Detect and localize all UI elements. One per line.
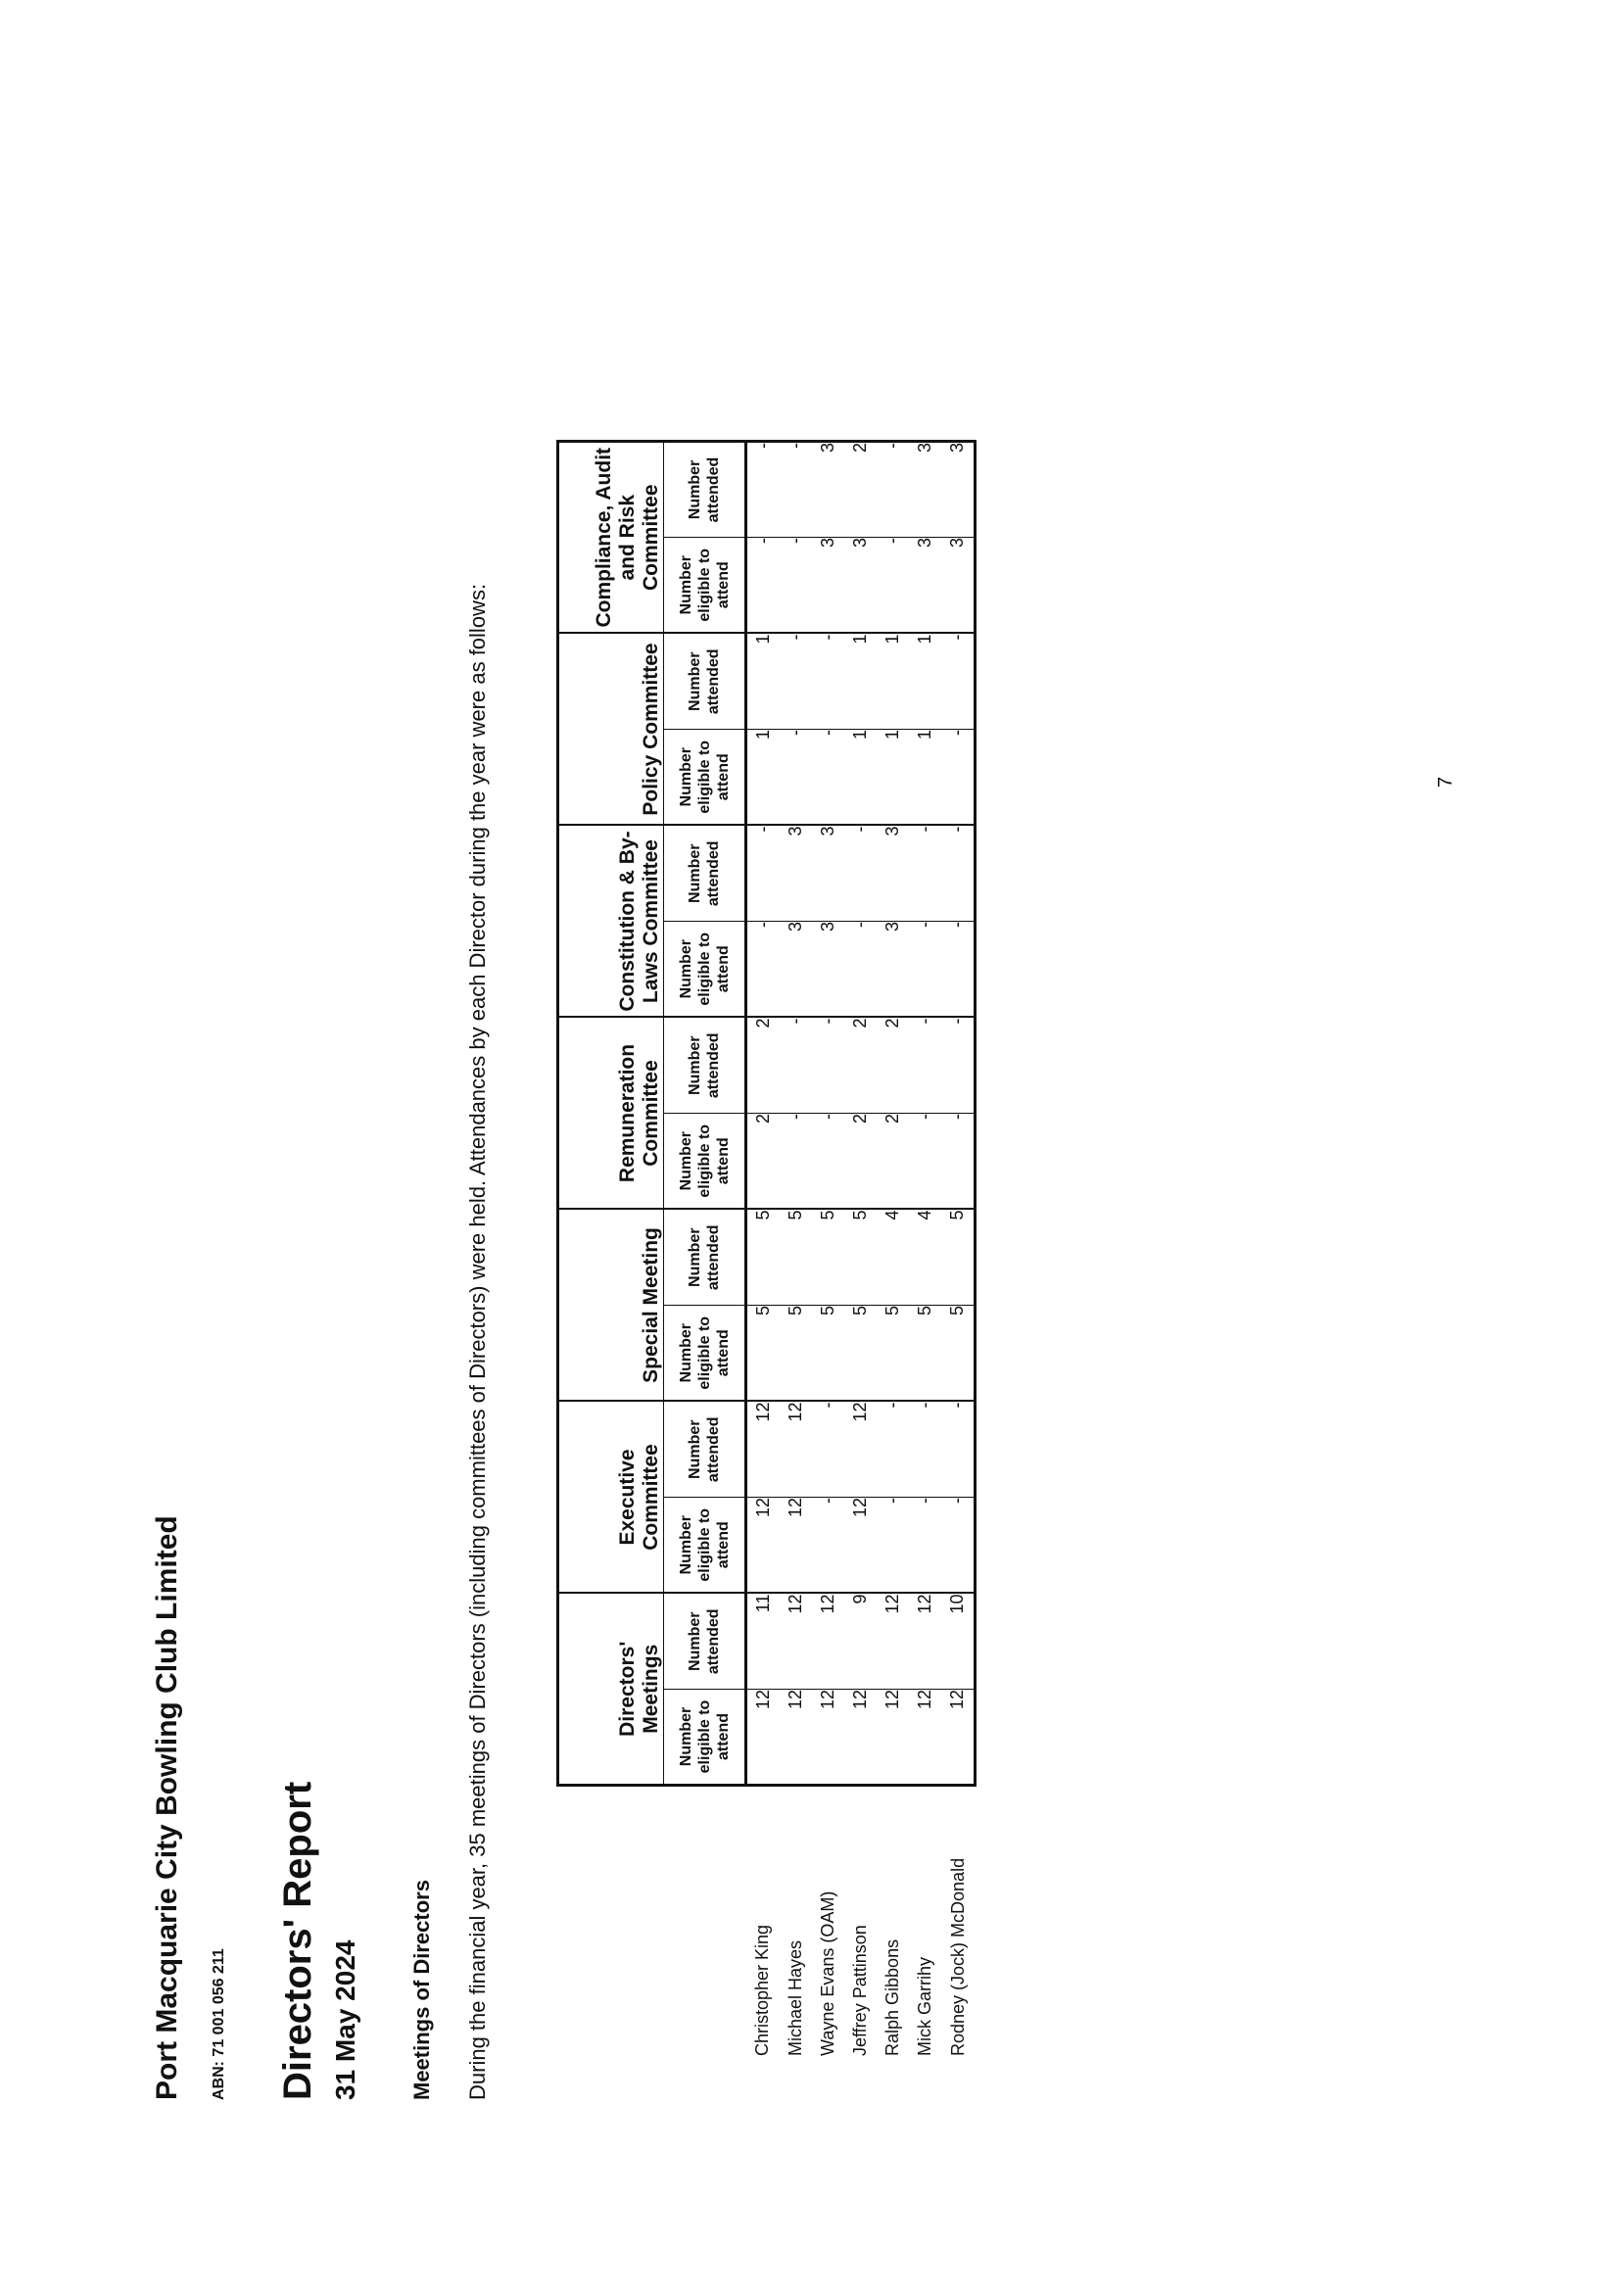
attended-cell: 12 [780, 1402, 812, 1498]
attended-cell: 12 [909, 1594, 941, 1690]
table-row [941, 442, 976, 1786]
group-header: Policy Committee [558, 634, 664, 826]
table-row [812, 442, 844, 1786]
group-header: Constitution & By-Laws Committee [558, 826, 664, 1018]
section-heading: Meetings of Directors [409, 1880, 434, 2100]
eligible-cell: 1 [844, 730, 877, 826]
eligible-header: Number eligible to attend [664, 538, 746, 634]
attended-cell: 1 [909, 634, 941, 730]
report-date: 31 May 2024 [330, 1939, 360, 2100]
eligible-cell: 3 [877, 922, 909, 1018]
eligible-cell: 3 [844, 538, 877, 634]
eligible-cell: 3 [780, 922, 812, 1018]
eligible-header: Number eligible to attend [664, 922, 746, 1018]
eligible-cell: - [909, 922, 941, 1018]
attended-cell: 5 [746, 1210, 781, 1306]
attended-cell: 12 [812, 1594, 844, 1690]
attended-cell: 5 [780, 1210, 812, 1306]
eligible-cell: 12 [909, 1690, 941, 1786]
director-name: Mick Garrihy [914, 1956, 934, 2056]
attended-cell: 5 [812, 1210, 844, 1306]
group-header: Special Meeting [558, 1210, 664, 1402]
table-row [844, 442, 877, 1786]
table-row [780, 442, 812, 1786]
attended-cell: - [812, 1018, 844, 1114]
eligible-cell: 1 [909, 730, 941, 826]
eligible-cell: - [812, 730, 844, 826]
attended-cell: - [909, 1402, 941, 1498]
eligible-cell: 12 [844, 1690, 877, 1786]
attended-cell: - [812, 1402, 844, 1498]
attended-cell: - [877, 442, 909, 538]
eligible-header: Number eligible to attend [664, 1306, 746, 1402]
director-name: Ralph Gibbons [881, 1938, 902, 2056]
eligible-cell: 3 [909, 538, 941, 634]
eligible-cell: 12 [941, 1690, 976, 1786]
eligible-cell: 2 [844, 1114, 877, 1210]
attended-cell: 3 [780, 826, 812, 922]
director-name: Christopher King [751, 1924, 772, 2056]
eligible-cell: 5 [877, 1306, 909, 1402]
eligible-cell: - [780, 730, 812, 826]
attended-cell: - [941, 634, 976, 730]
company-name: Port Macquarie City Bowling Club Limited [151, 1515, 183, 2100]
eligible-cell: - [909, 1114, 941, 1210]
attended-cell: - [780, 442, 812, 538]
director-name: Jeffrey Pattinson [849, 1925, 870, 2056]
eligible-cell: 12 [812, 1690, 844, 1786]
eligible-header: Number eligible to attend [664, 1690, 746, 1786]
eligible-cell: - [746, 538, 781, 634]
eligible-cell: - [844, 922, 877, 1018]
table-row [746, 442, 781, 1786]
attended-header: Number attended [664, 1210, 746, 1306]
attended-cell: 12 [877, 1594, 909, 1690]
eligible-header: Number eligible to attend [664, 1498, 746, 1594]
attended-cell: - [780, 1018, 812, 1114]
group-header: Directors' Meetings [558, 1594, 664, 1786]
attended-cell: 2 [877, 1018, 909, 1114]
director-name: Wayne Evans (OAM) [817, 1890, 837, 2056]
attended-cell: - [746, 826, 781, 922]
attended-header: Number attended [664, 634, 746, 730]
attended-cell: 3 [812, 826, 844, 922]
attended-cell: 9 [844, 1594, 877, 1690]
eligible-cell: 1 [877, 730, 909, 826]
attended-cell: 4 [877, 1210, 909, 1306]
group-header: Executive Committee [558, 1402, 664, 1594]
eligible-cell: 5 [746, 1306, 781, 1402]
attended-cell: - [844, 826, 877, 922]
eligible-header: Number eligible to attend [664, 730, 746, 826]
attended-cell: 4 [909, 1210, 941, 1306]
eligible-cell: 2 [746, 1114, 781, 1210]
eligible-cell: 12 [780, 1690, 812, 1786]
intro-paragraph: During the financial year, 35 meetings of Directors (including committees of Directors) were held. Attendances by each Director during the year were as follows: [465, 583, 490, 2100]
eligible-cell: - [941, 1114, 976, 1210]
attended-cell: 1 [844, 634, 877, 730]
eligible-cell: 5 [941, 1306, 976, 1402]
attended-cell: 10 [941, 1594, 976, 1690]
eligible-cell: 12 [746, 1498, 781, 1594]
attended-header: Number attended [664, 1402, 746, 1498]
attended-cell: 12 [780, 1594, 812, 1690]
attended-cell: 12 [746, 1402, 781, 1498]
attended-cell: 3 [812, 442, 844, 538]
attended-cell: 2 [746, 1018, 781, 1114]
eligible-cell: 5 [909, 1306, 941, 1402]
eligible-cell: 2 [877, 1114, 909, 1210]
attended-cell: 5 [941, 1210, 976, 1306]
attended-cell: 11 [746, 1594, 781, 1690]
attended-header: Number attended [664, 1018, 746, 1114]
eligible-cell: - [909, 1498, 941, 1594]
attended-cell: - [909, 1018, 941, 1114]
eligible-cell: - [941, 1498, 976, 1594]
eligible-cell: 5 [812, 1306, 844, 1402]
eligible-cell: 5 [780, 1306, 812, 1402]
director-name: Michael Hayes [785, 1939, 805, 2056]
attended-header: Number attended [664, 1594, 746, 1690]
eligible-cell: - [812, 1498, 844, 1594]
attended-cell: 3 [941, 442, 976, 538]
eligible-cell: 3 [812, 922, 844, 1018]
eligible-cell: - [941, 730, 976, 826]
attended-cell: 3 [877, 826, 909, 922]
attended-cell: - [941, 1018, 976, 1114]
group-header: Remuneration Committee [558, 1018, 664, 1210]
group-header: Compliance, Audit and Risk Committee [558, 442, 664, 634]
attended-cell: - [780, 634, 812, 730]
attended-cell: - [812, 634, 844, 730]
table-row [877, 442, 909, 1786]
attended-cell: - [941, 1402, 976, 1498]
attended-cell: 2 [844, 442, 877, 538]
attendance-body [746, 442, 976, 1786]
eligible-cell: 5 [844, 1306, 877, 1402]
attended-cell: - [877, 1402, 909, 1498]
eligible-cell: - [877, 538, 909, 634]
attended-header: Number attended [664, 826, 746, 922]
page-number: 7 [1435, 776, 1456, 788]
attended-cell: 12 [844, 1402, 877, 1498]
table-row [909, 442, 941, 1786]
eligible-cell: 3 [812, 538, 844, 634]
eligible-cell: - [941, 922, 976, 1018]
attended-cell: 1 [877, 634, 909, 730]
attended-header: Number attended [664, 442, 746, 538]
report-title: Directors' Report [276, 1781, 319, 2100]
eligible-cell: - [877, 1498, 909, 1594]
eligible-cell: - [780, 538, 812, 634]
eligible-cell: - [780, 1114, 812, 1210]
attended-cell: - [941, 826, 976, 922]
eligible-header: Number eligible to attend [664, 1114, 746, 1210]
eligible-cell: 12 [746, 1690, 781, 1786]
eligible-cell: 1 [746, 730, 781, 826]
attended-cell: 3 [909, 442, 941, 538]
attended-cell: 2 [844, 1018, 877, 1114]
attended-cell: 5 [844, 1210, 877, 1306]
attended-cell: - [909, 826, 941, 922]
eligible-cell: 12 [780, 1498, 812, 1594]
attended-cell: - [746, 442, 781, 538]
attended-cell: 1 [746, 634, 781, 730]
attendance-table [556, 440, 977, 1787]
director-name: Rodney (Jock) McDonald [947, 1857, 968, 2056]
eligible-cell: - [812, 1114, 844, 1210]
eligible-cell: 12 [844, 1498, 877, 1594]
eligible-cell: 12 [877, 1690, 909, 1786]
eligible-cell: 3 [941, 538, 976, 634]
sub-header-row [664, 442, 746, 1786]
group-header-row [558, 442, 664, 1786]
abn: ABN: 71 001 056 211 [211, 1948, 227, 2100]
eligible-cell: - [746, 922, 781, 1018]
